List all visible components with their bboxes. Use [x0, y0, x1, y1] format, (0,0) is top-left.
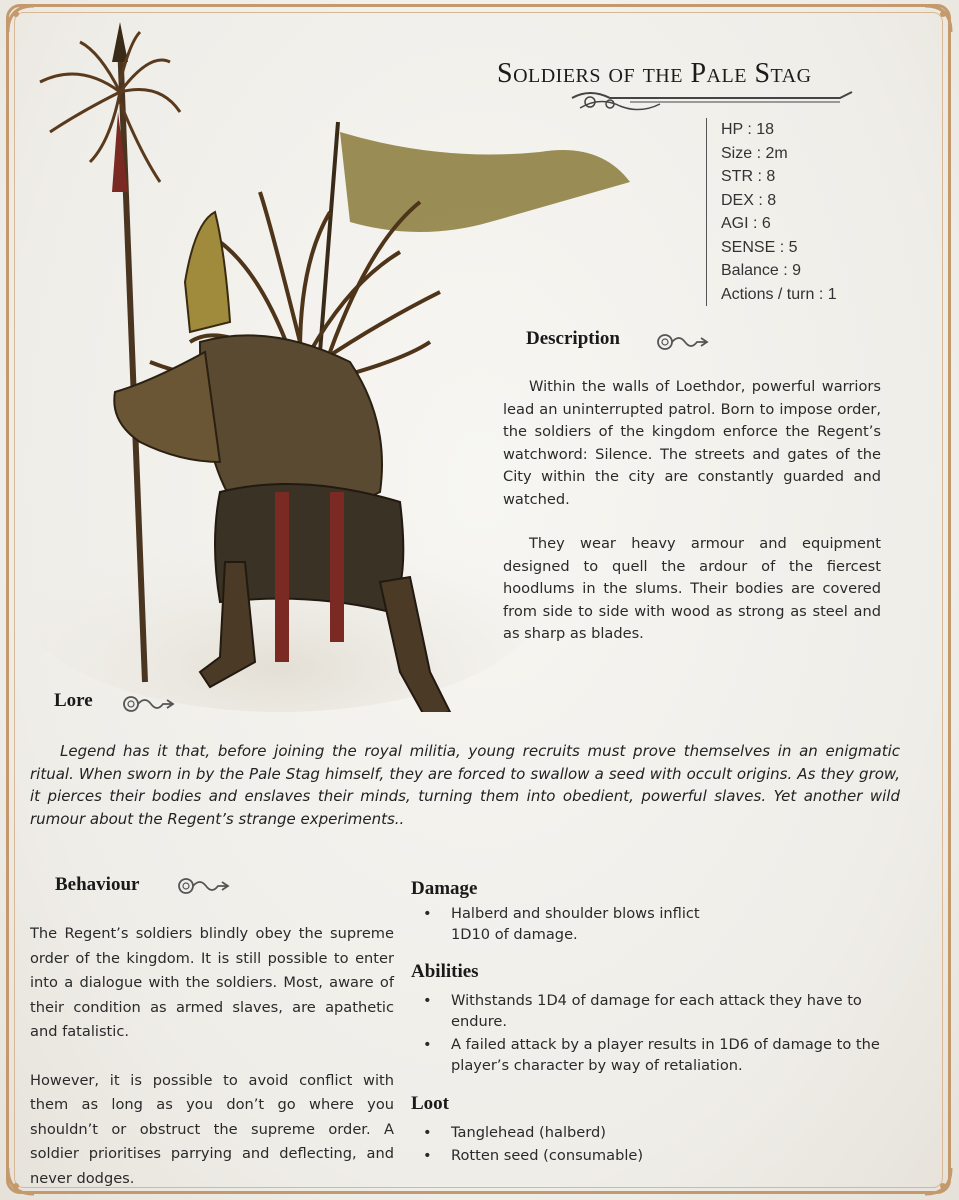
- abilities-heading: Abilities: [411, 961, 479, 982]
- behaviour-paragraph: The Regent’s soldiers blindly obey the supreme order of the kingdom. It is still possible to enter into a dialogue with the soldiers. Most, aware of their condition as armed slaves, are apathetic and fatalistic.: [30, 925, 394, 1040]
- corner-ornament-icon: [921, 1164, 955, 1198]
- description-paragraph: They wear heavy armour and equipment designed to quell the ardour of the fiercest hoodlums in the slums. Their bodies are covered from side to side with wood as strong as steel and as sharp as blades.: [503, 535, 881, 642]
- behaviour-text: [30, 922, 394, 1200]
- stat-sense: SENSE : 5: [721, 238, 798, 256]
- key-ornament-icon: [121, 692, 177, 716]
- behaviour-heading: Behaviour: [55, 874, 140, 895]
- damage-list: [411, 903, 741, 947]
- description-text: [503, 376, 881, 646]
- stat-str: STR : 8: [721, 168, 776, 185]
- list-item: • Withstands 1D4 of damage for each attack they have to endure.: [411, 990, 891, 1032]
- key-ornament-icon: [655, 330, 711, 354]
- stat-dex: DEX : 8: [721, 191, 777, 209]
- stat-block: [706, 118, 837, 306]
- loot-list: [411, 1122, 741, 1168]
- key-ornament-icon: [176, 874, 232, 898]
- description-heading: Description: [526, 328, 620, 349]
- abilities-list: [411, 990, 891, 1078]
- stat-agi: AGI : 6: [721, 215, 771, 232]
- stat-hp: HP : 18: [721, 121, 775, 138]
- list-item: • Tanglehead (halberd): [411, 1122, 741, 1143]
- corner-ornament-icon: [921, 2, 955, 36]
- behaviour-paragraph: However, it is possible to avoid conflict with them as long as you don’t go where you shouldn’t or obstruct the supreme order. A soldier prioritises parrying and deflecting, and never dodges.: [30, 1071, 394, 1187]
- loot-heading: Loot: [411, 1093, 449, 1114]
- stat-actions: Actions / turn : 1: [721, 285, 837, 303]
- description-paragraph: Within the walls of Loethdor, powerful warriors lead an uninterrupted patrol. Born to impose order, the soldiers of the kingdom enforce the Regent’s watchword: Silence. The streets and gates of the City within the city are constantly guarded and watched.: [503, 378, 881, 508]
- lore-heading: Lore: [54, 690, 93, 711]
- list-item: • Halberd and shoulder blows inflict 1D10 of damage.: [411, 903, 741, 945]
- stat-size: Size : 2m: [721, 144, 788, 162]
- lore-text: Legend has it that, before joining the royal militia, young recruits must prove themselves in an enigmatic ritual. When sworn in by the Pale Stag himself, they are forced to swallow a seed with occult origins. As they grow, it pierces their bodies and enslaves their minds, turning them into obedient, powerful slaves. Yet another wild rumour about the Regent’s strange experiments..: [30, 742, 900, 828]
- list-item: • A failed attack by a player results in 1D6 of damage to the player’s character by way of retaliation.: [411, 1034, 891, 1076]
- page-title: Soldiers of the Pale Stag: [497, 58, 812, 89]
- damage-heading: Damage: [411, 878, 478, 899]
- title-flourish-icon: [570, 86, 854, 116]
- stat-balance: Balance : 9: [721, 262, 802, 279]
- list-item: • Rotten seed (consumable): [411, 1145, 741, 1166]
